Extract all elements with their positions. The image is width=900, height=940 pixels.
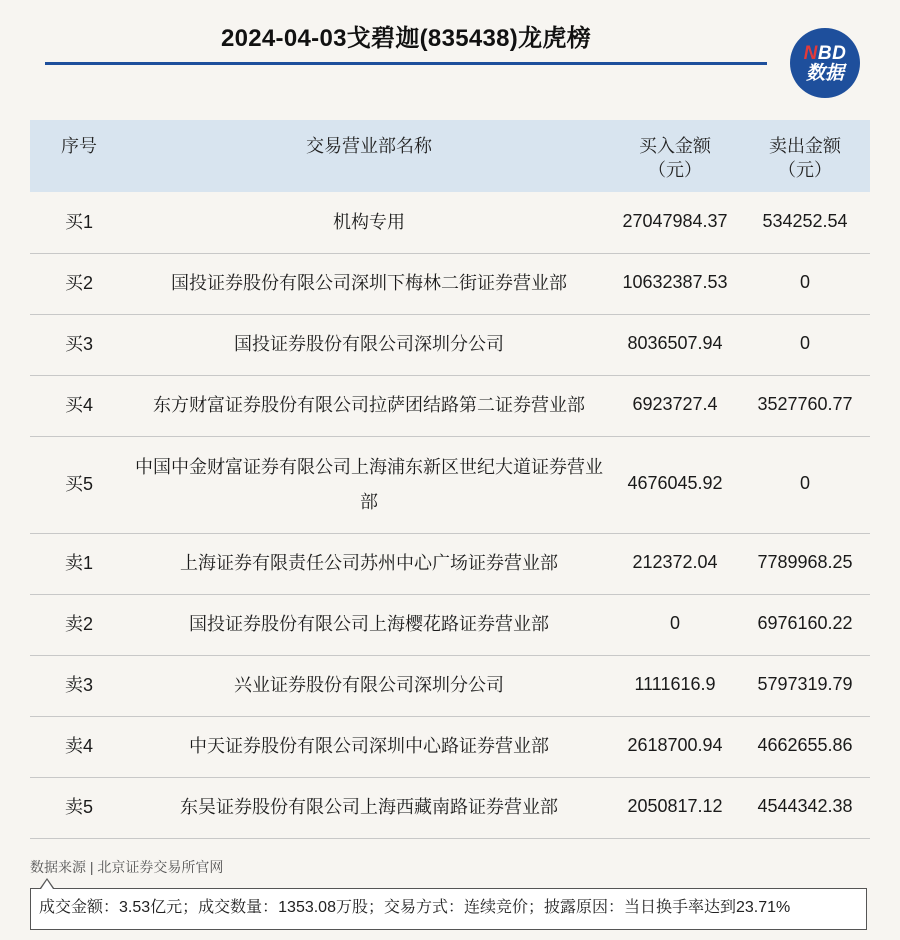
row-seq: 买4 (30, 375, 128, 436)
row-branch-name: 国投证券股份有限公司深圳下梅林二街证券营业部 (128, 253, 610, 314)
row-branch-name: 兴业证券股份有限公司深圳分公司 (128, 655, 610, 716)
data-source: 数据来源 | 北京证券交易所官网 (30, 859, 224, 875)
table-row (30, 533, 870, 594)
table-row (30, 436, 870, 533)
row-seq: 卖5 (30, 777, 128, 838)
row-branch-name: 东方财富证券股份有限公司拉萨团结路第二证券营业部 (128, 375, 610, 436)
row-buy-amount: 212372.04 (610, 533, 740, 594)
col-header-buy (610, 120, 740, 192)
row-sell-amount: 5797319.79 (740, 655, 870, 716)
nbd-logo (790, 28, 860, 98)
logo-subtext: 数据 (805, 62, 844, 84)
row-sell-amount: 534252.54 (740, 192, 870, 253)
row-branch-name: 上海证券有限责任公司苏州中心广场证券营业部 (128, 533, 610, 594)
table-header (30, 120, 870, 192)
row-sell-amount: 0 (740, 436, 870, 533)
title-underline (45, 62, 767, 65)
row-seq: 买2 (30, 253, 128, 314)
row-seq: 卖1 (30, 533, 128, 594)
table-row (30, 594, 870, 655)
row-seq: 买5 (30, 436, 128, 533)
table-row (30, 777, 870, 838)
row-branch-name: 国投证券股份有限公司上海樱花路证券营业部 (128, 594, 610, 655)
row-buy-amount: 1111616.9 (610, 655, 740, 716)
row-sell-amount: 3527760.77 (740, 375, 870, 436)
col-header-buy-label: 买入金额 (639, 136, 711, 156)
row-buy-amount: 27047984.37 (610, 192, 740, 253)
row-buy-amount: 10632387.53 (610, 253, 740, 314)
row-sell-amount: 7789968.25 (740, 533, 870, 594)
table-body (30, 192, 870, 838)
row-branch-name: 中天证券股份有限公司深圳中心路证券营业部 (128, 716, 610, 777)
row-seq: 卖2 (30, 594, 128, 655)
table-row (30, 375, 870, 436)
logo-accent-letter: N (803, 42, 818, 64)
col-header-name: 交易营业部名称 (128, 120, 610, 192)
table-row (30, 253, 870, 314)
row-sell-amount: 4662655.86 (740, 716, 870, 777)
row-seq: 买3 (30, 314, 128, 375)
callout-pointer-fill (41, 880, 53, 889)
logo-letters: BD (817, 42, 847, 64)
row-sell-amount: 0 (740, 314, 870, 375)
row-buy-amount: 6923727.4 (610, 375, 740, 436)
col-header-sell-label: 卖出金额 (769, 136, 841, 156)
row-seq: 卖4 (30, 716, 128, 777)
row-branch-name: 东吴证券股份有限公司上海西藏南路证券营业部 (128, 777, 610, 838)
row-branch-name: 机构专用 (128, 192, 610, 253)
row-branch-name: 国投证券股份有限公司深圳分公司 (128, 314, 610, 375)
row-sell-amount: 0 (740, 253, 870, 314)
row-buy-amount: 8036507.94 (610, 314, 740, 375)
col-header-seq: 序号 (30, 120, 128, 192)
row-seq: 买1 (30, 192, 128, 253)
col-header-sell (740, 120, 870, 192)
row-sell-amount: 6976160.22 (740, 594, 870, 655)
row-sell-amount: 4544342.38 (740, 777, 870, 838)
row-buy-amount: 2618700.94 (610, 716, 740, 777)
table-row (30, 716, 870, 777)
row-seq: 卖3 (30, 655, 128, 716)
table-row (30, 314, 870, 375)
page-title: 2024-04-03戈碧迦(835438)龙虎榜 (220, 25, 592, 52)
trade-summary: 成交金额：3.53亿元；成交数量：1353.08万股；交易方式：连续竞价；披露原因：当日换手率达到23.71% (30, 888, 867, 930)
row-branch-name: 中国中金财富证券有限公司上海浦东新区世纪大道证券营业部 (128, 436, 610, 533)
row-buy-amount: 2050817.12 (610, 777, 740, 838)
row-buy-amount: 0 (610, 594, 740, 655)
dragon-tiger-table (30, 120, 870, 839)
col-header-sell-unit: （元） (778, 160, 832, 180)
col-header-buy-unit: （元） (648, 160, 702, 180)
table-row (30, 192, 870, 253)
row-buy-amount: 4676045.92 (610, 436, 740, 533)
table-row (30, 655, 870, 716)
